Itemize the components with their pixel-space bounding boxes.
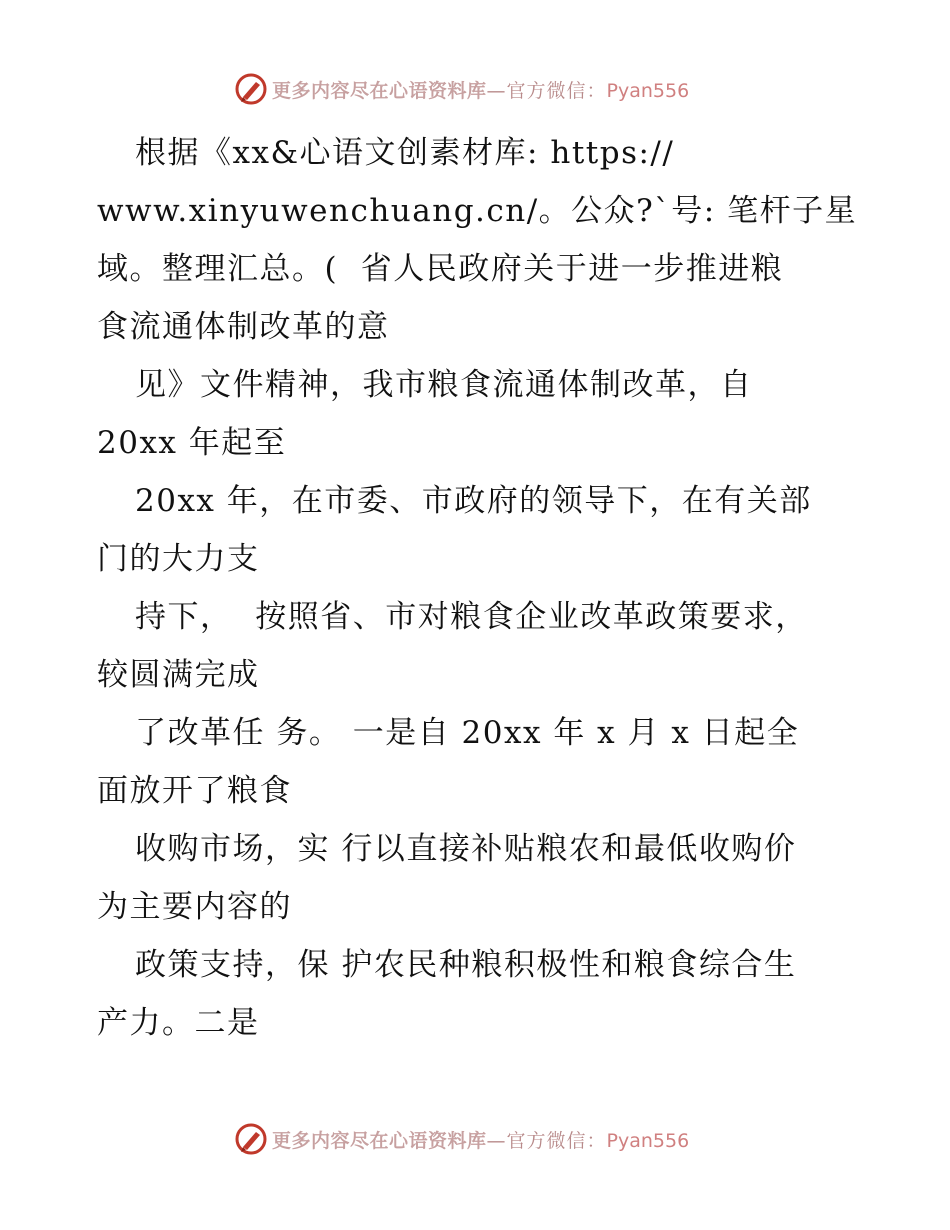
pen-logo-icon: [234, 1122, 268, 1156]
text-line: 面放开了粮食: [97, 773, 292, 809]
text-line: 门的大力支: [97, 541, 260, 577]
header-banner-id: Pyan556: [606, 80, 690, 102]
header-banner: [0, 70, 950, 110]
text-line: 域。整理汇总。( 省人民政府关于进一步推进粮: [97, 251, 784, 287]
text-line: 收购市场，实 行以直接补贴粮农和最低收购价: [135, 831, 797, 867]
text-line: 了改革任 务。 一是自 20xx 年 x 月 x 日起全: [135, 715, 800, 751]
footer-banner-id: Pyan556: [606, 1130, 690, 1152]
footer-banner-main: 更多内容尽在心语资料库: [272, 1130, 487, 1152]
text-line: 见》文件精神，我市粮食流通体制改革，自: [135, 367, 753, 403]
header-banner-main: 更多内容尽在心语资料库: [272, 80, 487, 102]
text-line: 政策支持，保 护农民种粮积极性和粮食综合生: [135, 947, 797, 983]
header-banner-text: [272, 76, 689, 103]
text-line: 持下， 按照省、市对粮食企业改革政策要求，: [135, 599, 808, 635]
document-body: [97, 124, 857, 1052]
text-line: 为主要内容的: [97, 889, 292, 925]
text-line: 20xx 年，在市委、市政府的领导下，在有关部: [135, 483, 812, 519]
text-line: 食流通体制改革的意: [97, 309, 390, 345]
footer-banner-text: [272, 1126, 689, 1153]
footer-banner: [0, 1120, 950, 1160]
text-line: 20xx 年起至: [97, 425, 287, 461]
pen-logo-icon: [234, 72, 268, 106]
text-line: 产力。二是: [97, 1005, 260, 1041]
text-line: 较圆满完成: [97, 657, 260, 693]
header-banner-sep: —官方微信：: [486, 80, 607, 102]
text-line: 根据《xx&心语文创素材库: https://: [135, 135, 675, 171]
text-line: www.xinyuwenchuang.cn/。公众?`号: 笔杆子星: [97, 193, 858, 229]
footer-banner-sep: —官方微信：: [486, 1130, 607, 1152]
